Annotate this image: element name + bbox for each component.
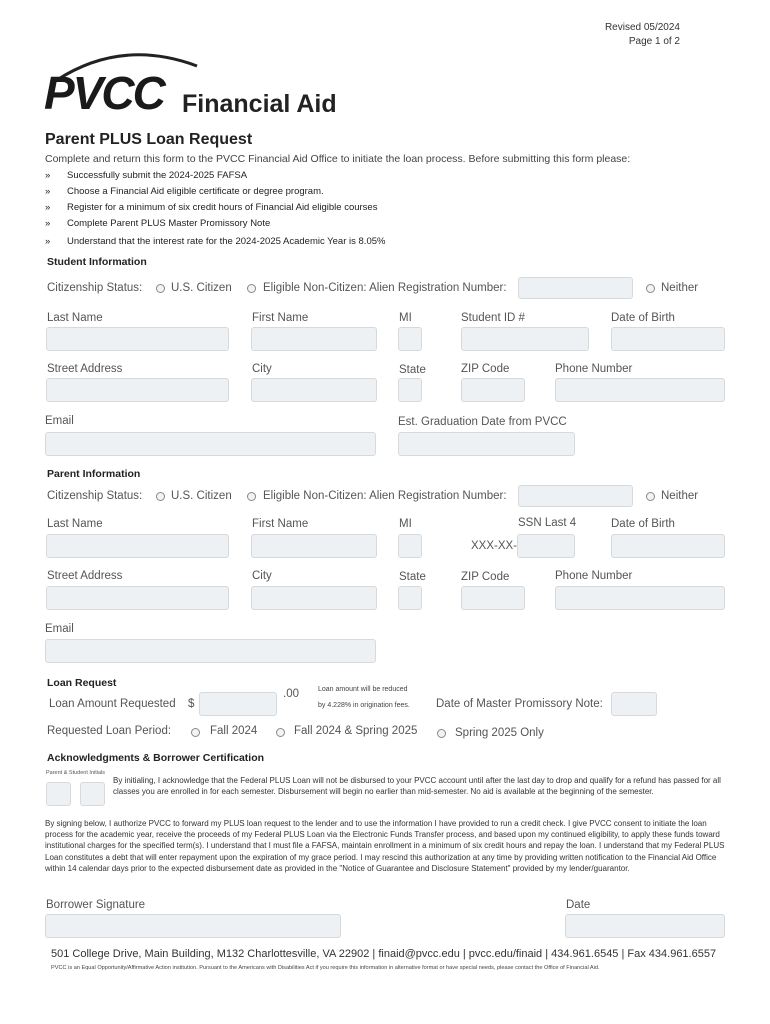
signature-label: Borrower Signature: [46, 899, 146, 911]
mpn-date-field[interactable]: [611, 692, 657, 716]
parent-ssn-prefix: XXX-XX-: [471, 540, 518, 552]
parent-dob-label: Date of Birth: [611, 518, 675, 530]
loan-request-heading: Loan Request: [47, 677, 117, 689]
loan-cents: .00: [283, 688, 299, 700]
parent-first-name-label: First Name: [252, 518, 309, 530]
parent-info-heading: Parent Information: [47, 468, 141, 480]
bullet-register: [45, 202, 377, 213]
parent-zip-label: ZIP Code: [461, 571, 510, 583]
bullet-text: Understand that the interest rate for the 2024-2025 Academic Year is 8.05%: [67, 236, 386, 247]
period-fall-label: Fall 2024: [210, 725, 258, 737]
student-grad-date-label: Est. Graduation Date from PVCC: [398, 416, 567, 428]
period-spring-label: Spring 2025 Only: [455, 727, 544, 739]
bullet-text: Complete Parent PLUS Master Promissory Note: [67, 218, 271, 229]
student-dob-field[interactable]: [611, 327, 725, 351]
parent-phone-field[interactable]: [555, 586, 725, 610]
student-email-field[interactable]: [45, 432, 376, 456]
student-phone-label: Phone Number: [555, 363, 633, 375]
student-zip-label: ZIP Code: [461, 363, 510, 375]
parent-initials-field[interactable]: [46, 782, 71, 806]
page-title: Parent PLUS Loan Request: [45, 131, 253, 148]
student-state-label: State: [399, 364, 426, 376]
initials-label: Parent & Student Initials: [46, 770, 106, 776]
page-number: Page 1 of 2: [628, 36, 680, 47]
parent-mi-label: MI: [399, 518, 412, 530]
bullet-mark: »: [45, 170, 51, 181]
student-neither-radio[interactable]: [646, 284, 655, 293]
student-us-citizen-radio[interactable]: [156, 284, 165, 293]
ack-heading: Acknowledgments & Borrower Certification: [47, 752, 265, 764]
parent-eligible-label: Eligible Non-Citizen: Alien Registration Number:: [263, 490, 507, 502]
student-neither-label: Neither: [661, 282, 699, 294]
loan-reduction-note-2: by 4.228% in origination fees.: [318, 702, 410, 709]
student-dob-label: Date of Birth: [611, 312, 675, 324]
period-fall-spring-label: Fall 2024 & Spring 2025: [294, 725, 418, 737]
student-last-name-label: Last Name: [47, 312, 103, 324]
parent-alien-number-field[interactable]: [518, 485, 633, 507]
signature-field[interactable]: [45, 914, 341, 938]
parent-us-citizen-radio[interactable]: [156, 492, 165, 501]
parent-citizenship-label: Citizenship Status:: [47, 490, 143, 502]
initials-acknowledgment-text: By initialing, I acknowledge that the Federal PLUS Loan will not be disbursed to your PVCC account until after the last day to drop and qualify for a refund has passed for all classes you are enrolled in for each semester. Disbursement will begin no earlier than mid-semester. No aid is available at the beginning of the semester.: [113, 776, 721, 797]
bullet-program: [45, 186, 324, 197]
loan-amount-label: Loan Amount Requested: [49, 698, 176, 710]
student-eligible-label: Eligible Non-Citizen: Alien Registration Number:: [263, 282, 507, 294]
parent-zip-field[interactable]: [461, 586, 525, 610]
student-city-field[interactable]: [251, 378, 377, 402]
period-fall-radio[interactable]: [191, 728, 200, 737]
logo-brand: PVCC: [44, 67, 164, 119]
borrower-certification-text: By signing below, I authorize PVCC to forward my PLUS loan request to the lender and to use the information I have provided to run a credit check. I give PVCC consent to initiate the loan process for the academic year, receive the proceeds of my Federal PLUS Loan via the Electronic Funds Transfer process, and based upon my continued eligibility, to apply these funds toward institutional charges for the specified term(s). I understand that I must file a FAFSA, maintain enrollment in a minimum of six credit hours and repay the loan. I understand that my Federal PLUS Loan constitutes a debt that will enter repayment upon the expiration of my grace period. I may rescind this authorization at any time by providing written notification to the Financial Aid Office within 14 calendar days prior to the expected disbursement date as provided in the "Notice of Guarantee and Disclosure Statement" provided by my lender/guarantor.: [45, 819, 725, 873]
bullet-text: Choose a Financial Aid eligible certificate or degree program.: [67, 186, 324, 197]
student-eligible-radio[interactable]: [247, 284, 256, 293]
signature-date-field[interactable]: [565, 914, 725, 938]
loan-reduction-note-1: Loan amount will be reduced: [318, 686, 408, 693]
parent-ssn-label: SSN Last 4: [518, 517, 577, 529]
mpn-date-label: Date of Master Promissory Note:: [436, 698, 603, 710]
parent-city-field[interactable]: [251, 586, 377, 610]
bullet-mpn: [45, 218, 270, 229]
student-email-label: Email: [45, 415, 74, 427]
logo-subtitle: Financial Aid: [182, 90, 337, 118]
parent-last-name-field[interactable]: [46, 534, 229, 558]
parent-dob-field[interactable]: [611, 534, 725, 558]
parent-email-label: Email: [45, 623, 74, 635]
student-street-field[interactable]: [46, 378, 229, 402]
period-fall-spring-radio[interactable]: [276, 728, 285, 737]
parent-phone-label: Phone Number: [555, 570, 633, 582]
parent-street-label: Street Address: [47, 570, 123, 582]
parent-state-field[interactable]: [398, 586, 422, 610]
parent-mi-field[interactable]: [398, 534, 422, 558]
bullet-fafsa: [45, 170, 247, 181]
bullet-interest: [45, 236, 385, 247]
bullet-mark: »: [45, 202, 51, 213]
footer-address: 501 College Drive, Main Building, M132 Charlottesville, VA 22902 | finaid@pvcc.edu | pvcc.edu/finaid | 434.961.6545 | Fax 434.961.6557: [51, 948, 717, 960]
parent-neither-label: Neither: [661, 490, 699, 502]
loan-period-label: Requested Loan Period:: [47, 725, 172, 737]
pvcc-logo: [44, 44, 364, 124]
student-id-label: Student ID #: [461, 312, 525, 324]
student-last-name-field[interactable]: [46, 327, 229, 351]
bullet-mark: »: [45, 236, 51, 247]
parent-neither-radio[interactable]: [646, 492, 655, 501]
student-id-field[interactable]: [461, 327, 589, 351]
parent-ssn-field[interactable]: [517, 534, 575, 558]
student-city-label: City: [252, 363, 272, 375]
student-mi-field[interactable]: [398, 327, 422, 351]
intro-text: Complete and return this form to the PVCC Financial Aid Office to initiate the loan process. Before submitting this form please:: [45, 153, 631, 165]
parent-eligible-radio[interactable]: [247, 492, 256, 501]
parent-city-label: City: [252, 570, 272, 582]
student-first-name-field[interactable]: [251, 327, 377, 351]
student-first-name-label: First Name: [252, 312, 309, 324]
parent-state-label: State: [399, 571, 426, 583]
revised-date: Revised 05/2024: [604, 22, 680, 33]
parent-first-name-field[interactable]: [251, 534, 377, 558]
student-citizenship-label: Citizenship Status:: [47, 282, 143, 294]
loan-amount-field[interactable]: [199, 692, 277, 716]
bullet-text: Successfully submit the 2024-2025 FAFSA: [67, 170, 248, 181]
date-label: Date: [566, 899, 591, 911]
student-info-heading: Student Information: [47, 256, 147, 268]
student-street-label: Street Address: [47, 363, 123, 375]
student-phone-field[interactable]: [555, 378, 725, 402]
parent-email-field[interactable]: [45, 639, 376, 663]
student-initials-field[interactable]: [80, 782, 105, 806]
bullet-text: Register for a minimum of six credit hours of Financial Aid eligible courses: [67, 202, 378, 213]
parent-us-citizen-label: U.S. Citizen: [171, 490, 232, 502]
student-us-citizen-label: U.S. Citizen: [171, 282, 232, 294]
bullet-mark: »: [45, 186, 51, 197]
parent-street-field[interactable]: [46, 586, 229, 610]
loan-dollar-sign: $: [188, 698, 195, 710]
student-zip-field[interactable]: [461, 378, 525, 402]
student-alien-number-field[interactable]: [518, 277, 633, 299]
footer-equal-opportunity: PVCC is an Equal Opportunity/Affirmative Action institution. Pursuant to the Americans with Disabilities Act if you require this information in alternative format or have special needs, please contact the Office of Financial Aid.: [51, 965, 600, 971]
student-grad-date-field[interactable]: [398, 432, 575, 456]
parent-last-name-label: Last Name: [47, 518, 103, 530]
period-spring-radio[interactable]: [437, 729, 446, 738]
student-mi-label: MI: [399, 312, 412, 324]
student-state-field[interactable]: [398, 378, 422, 402]
bullet-mark: »: [45, 218, 51, 229]
